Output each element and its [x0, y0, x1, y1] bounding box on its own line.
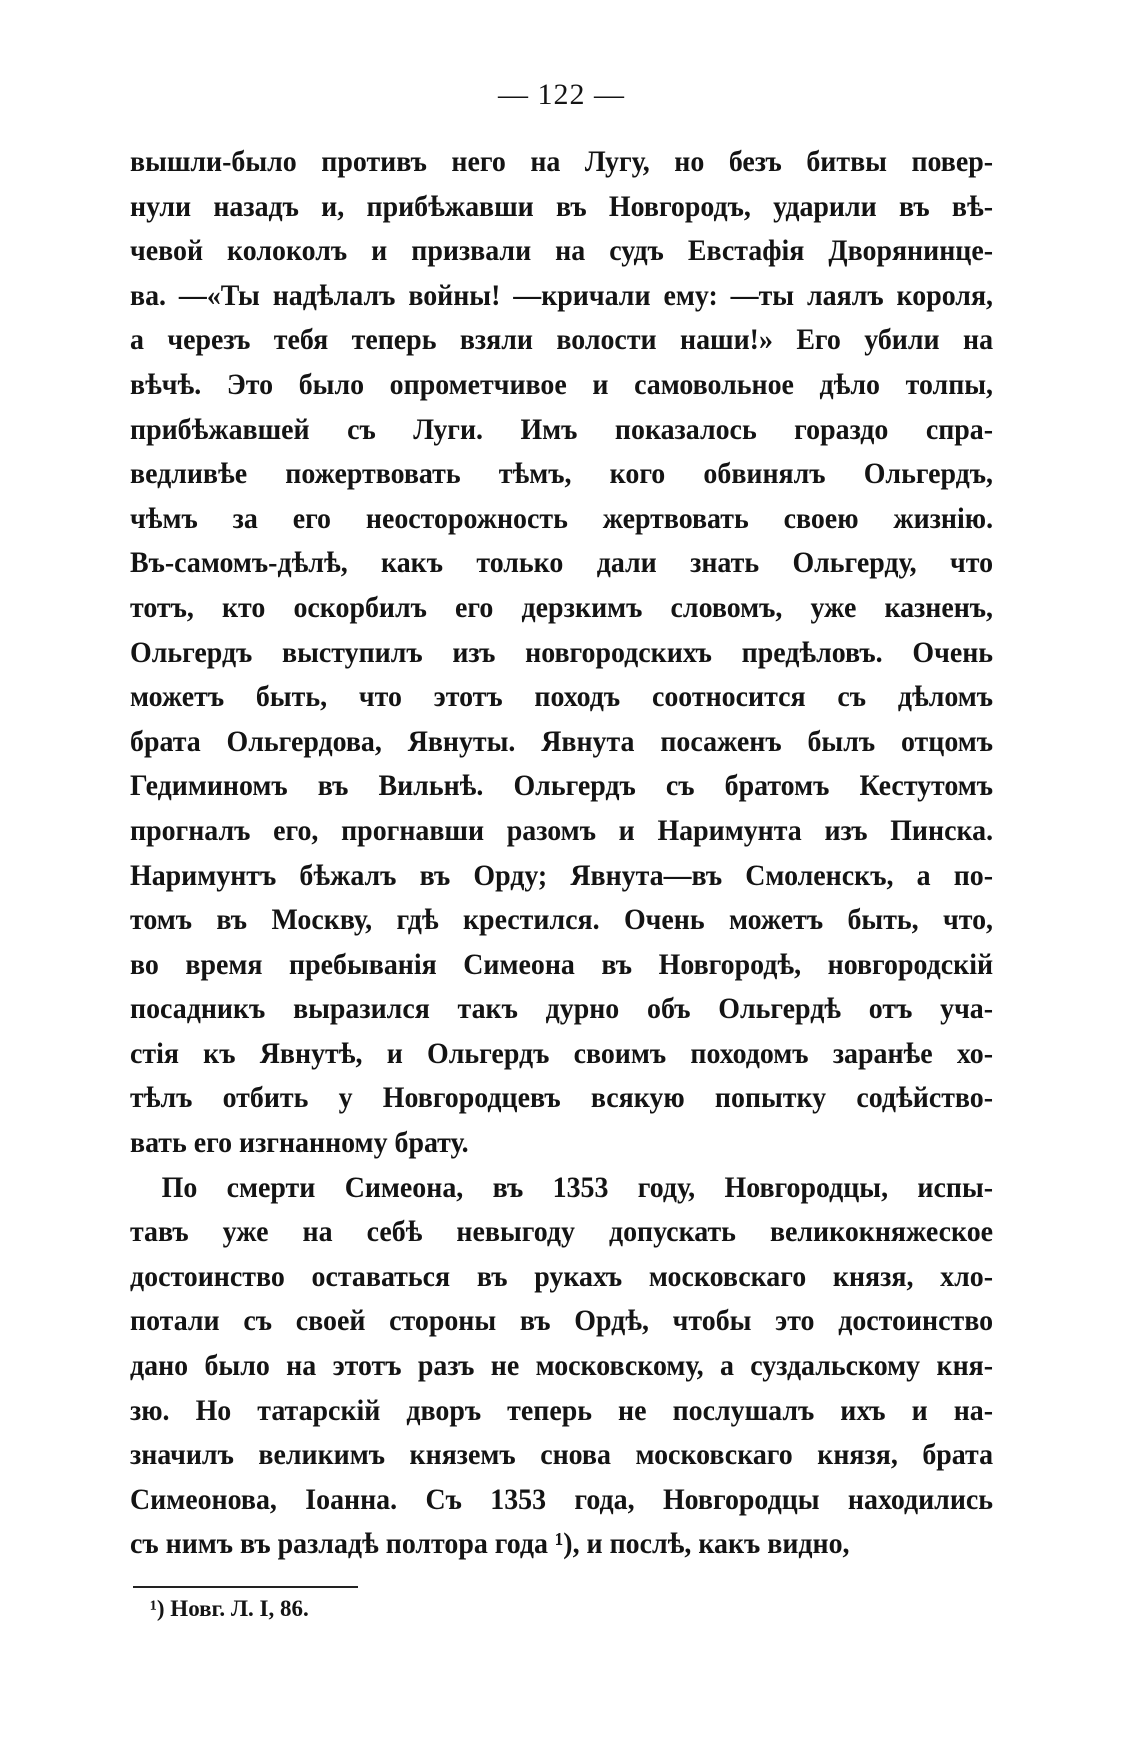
text-line: прогналъ его, прогнавши разомъ и Наримунта изъ Пинска.	[130, 813, 994, 847]
text-line: тавъ уже на себѣ невыгоду допускать великокняжеское	[130, 1215, 994, 1249]
text-line: брата Ольгердова, Явнуты. Явнута посаженъ былъ отцомъ	[130, 724, 994, 758]
text-line: тѣлъ отбить у Новгородцевъ всякую попытку содѣйство-	[130, 1081, 994, 1115]
text-line: достоинство оставаться въ рукахъ московскаго князя, хло-	[130, 1259, 994, 1293]
text-line: Симеонова, Іоанна. Съ 1353 года, Новгородцы находились	[130, 1482, 994, 1516]
text-line: во время пребыванія Симеона въ Новгородѣ, новгородскій	[130, 947, 994, 981]
text-line: чевой колоколъ и призвали на судъ Евстафія Дворянинце-	[130, 234, 994, 268]
text-line: чѣмъ за его неосторожность жертвовать своею жизнію.	[130, 501, 994, 535]
page-number: — 122 —	[498, 78, 625, 111]
paragraph	[130, 1166, 993, 1567]
footnote: ¹) Новг. Л. I, 86.	[150, 1596, 309, 1621]
text-line: ва. —«Ты надѣлалъ войны! —кричали ему: —ты лаялъ короля,	[130, 278, 994, 312]
text-line: прибѣжавшей съ Луги. Имъ показалось гораздо спра-	[130, 412, 994, 446]
text-line: а черезъ тебя теперь взяли волости наши!» Его убили на	[130, 323, 994, 357]
paragraph	[130, 140, 993, 1166]
text-line: вышли-было противъ него на Лугу, но безъ битвы повер-	[130, 145, 994, 178]
text-line: нули назадъ и, прибѣжавши въ Новгородъ, ударили въ вѣ-	[130, 189, 994, 223]
text-line: Ольгердъ выступилъ изъ новгородскихъ предѣловъ. Очень	[130, 635, 994, 669]
text-line: съ нимъ въ разладѣ полтора года ¹), и послѣ, какъ видно,	[130, 1527, 850, 1561]
text-line: зю. Но татарскій дворъ теперь не послушалъ ихъ и на-	[130, 1393, 994, 1427]
body-text	[130, 140, 993, 1567]
text-line: посадникъ выразился такъ дурно объ Ольгердѣ отъ уча-	[130, 992, 994, 1026]
text-line: можетъ быть, что этотъ походъ соотносится съ дѣломъ	[130, 680, 994, 714]
text-line: По смерти Симеона, въ 1353 году, Новгородцы, испы-	[161, 1170, 994, 1204]
text-line: потали съ своей стороны въ Ордѣ, чтобы это достоинство	[130, 1304, 994, 1338]
text-line: значилъ великимъ княземъ снова московскаго князя, брата	[130, 1438, 994, 1472]
text-line: Въ-самомъ-дѣлѣ, какъ только дали знать Ольгерду, что	[130, 546, 994, 580]
text-line: тотъ, кто оскорбилъ его дерзкимъ словомъ, уже казненъ,	[130, 590, 994, 624]
text-line: вѣчѣ. Это было опрометчивое и самовольное дѣло толпы,	[130, 367, 994, 401]
text-line: Наримунтъ бѣжалъ въ Орду; Явнута—въ Смоленскъ, а по-	[130, 858, 994, 892]
text-line: Гедиминомъ въ Вильнѣ. Ольгердъ съ братомъ Кестутомъ	[130, 769, 994, 803]
text-line: стія къ Явнутѣ, и Ольгердъ своимъ походомъ заранѣе хо-	[130, 1036, 994, 1070]
text-line: вать его изгнанному брату.	[130, 1126, 469, 1160]
text-line: ведливѣе пожертвовать тѣмъ, кого обвинялъ Ольгердъ,	[130, 457, 994, 491]
text-line: томъ въ Москву, гдѣ крестился. Очень можетъ быть, что,	[130, 903, 994, 937]
text-line: дано было на этотъ разъ не московскому, а суздальскому кня-	[130, 1349, 994, 1383]
footnote-divider	[133, 1586, 358, 1588]
